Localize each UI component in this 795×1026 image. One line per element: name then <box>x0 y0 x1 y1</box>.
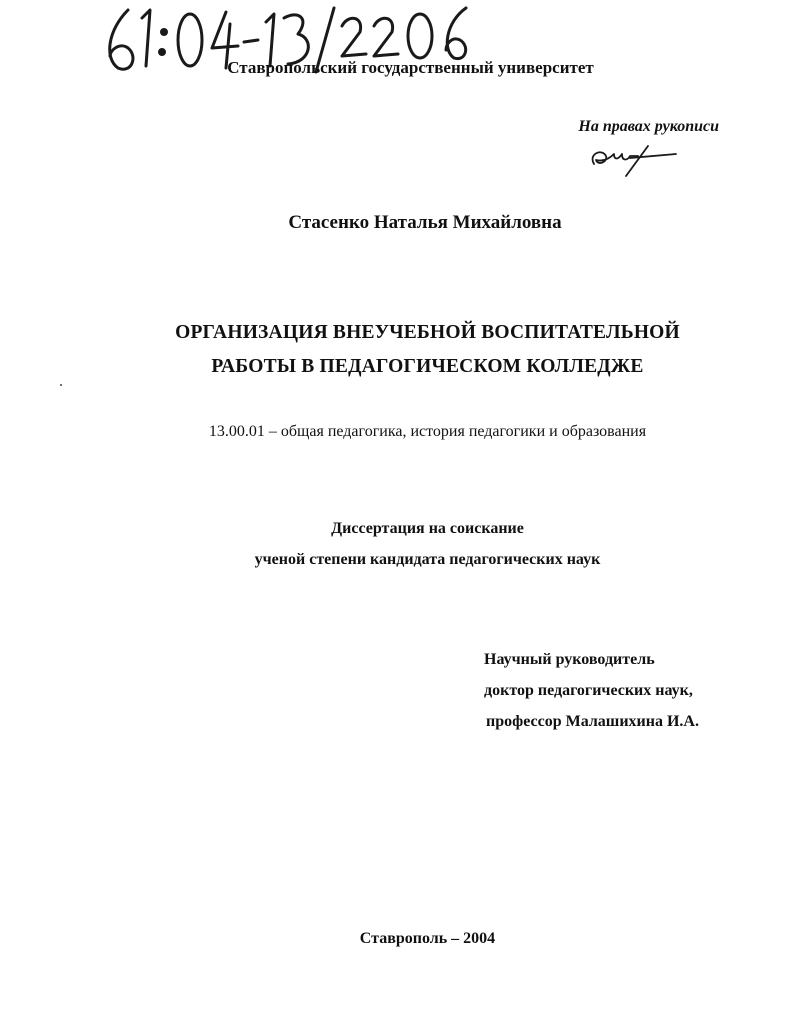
supervisor-line-3: профессор Малашихина И.А. <box>486 713 699 730</box>
scan-speck <box>60 384 62 386</box>
institution-name: Ставропольский государственный университет <box>227 58 594 77</box>
dissertation-title <box>0 316 795 384</box>
city-year: Ставрополь – 2004 <box>359 930 496 947</box>
title-line-2: РАБОТЫ В ПЕДАГОГИЧЕСКОМ КОЛЛЕДЖЕ <box>211 356 644 377</box>
degree-line-2: ученой степени кандидата педагогических наук <box>254 551 601 568</box>
degree-statement <box>0 513 795 575</box>
specialty-code: 13.00.01 – общая педагогика, история педагогики и образования <box>208 423 647 440</box>
supervisor-line-1: Научный руководитель <box>484 651 655 668</box>
author-name: Стасенко Наталья Михайловна <box>288 212 562 233</box>
manuscript-note: На правах рукописи <box>578 118 719 135</box>
supervisor-block <box>484 644 699 737</box>
supervisor-line-2: доктор педагогических наук, <box>484 682 693 699</box>
signature-mark <box>584 140 684 180</box>
degree-line-1: Диссертация на соискание <box>331 520 524 537</box>
title-line-1: ОРГАНИЗАЦИЯ ВНЕУЧЕБНОЙ ВОСПИТАТЕЛЬНОЙ <box>175 322 680 343</box>
